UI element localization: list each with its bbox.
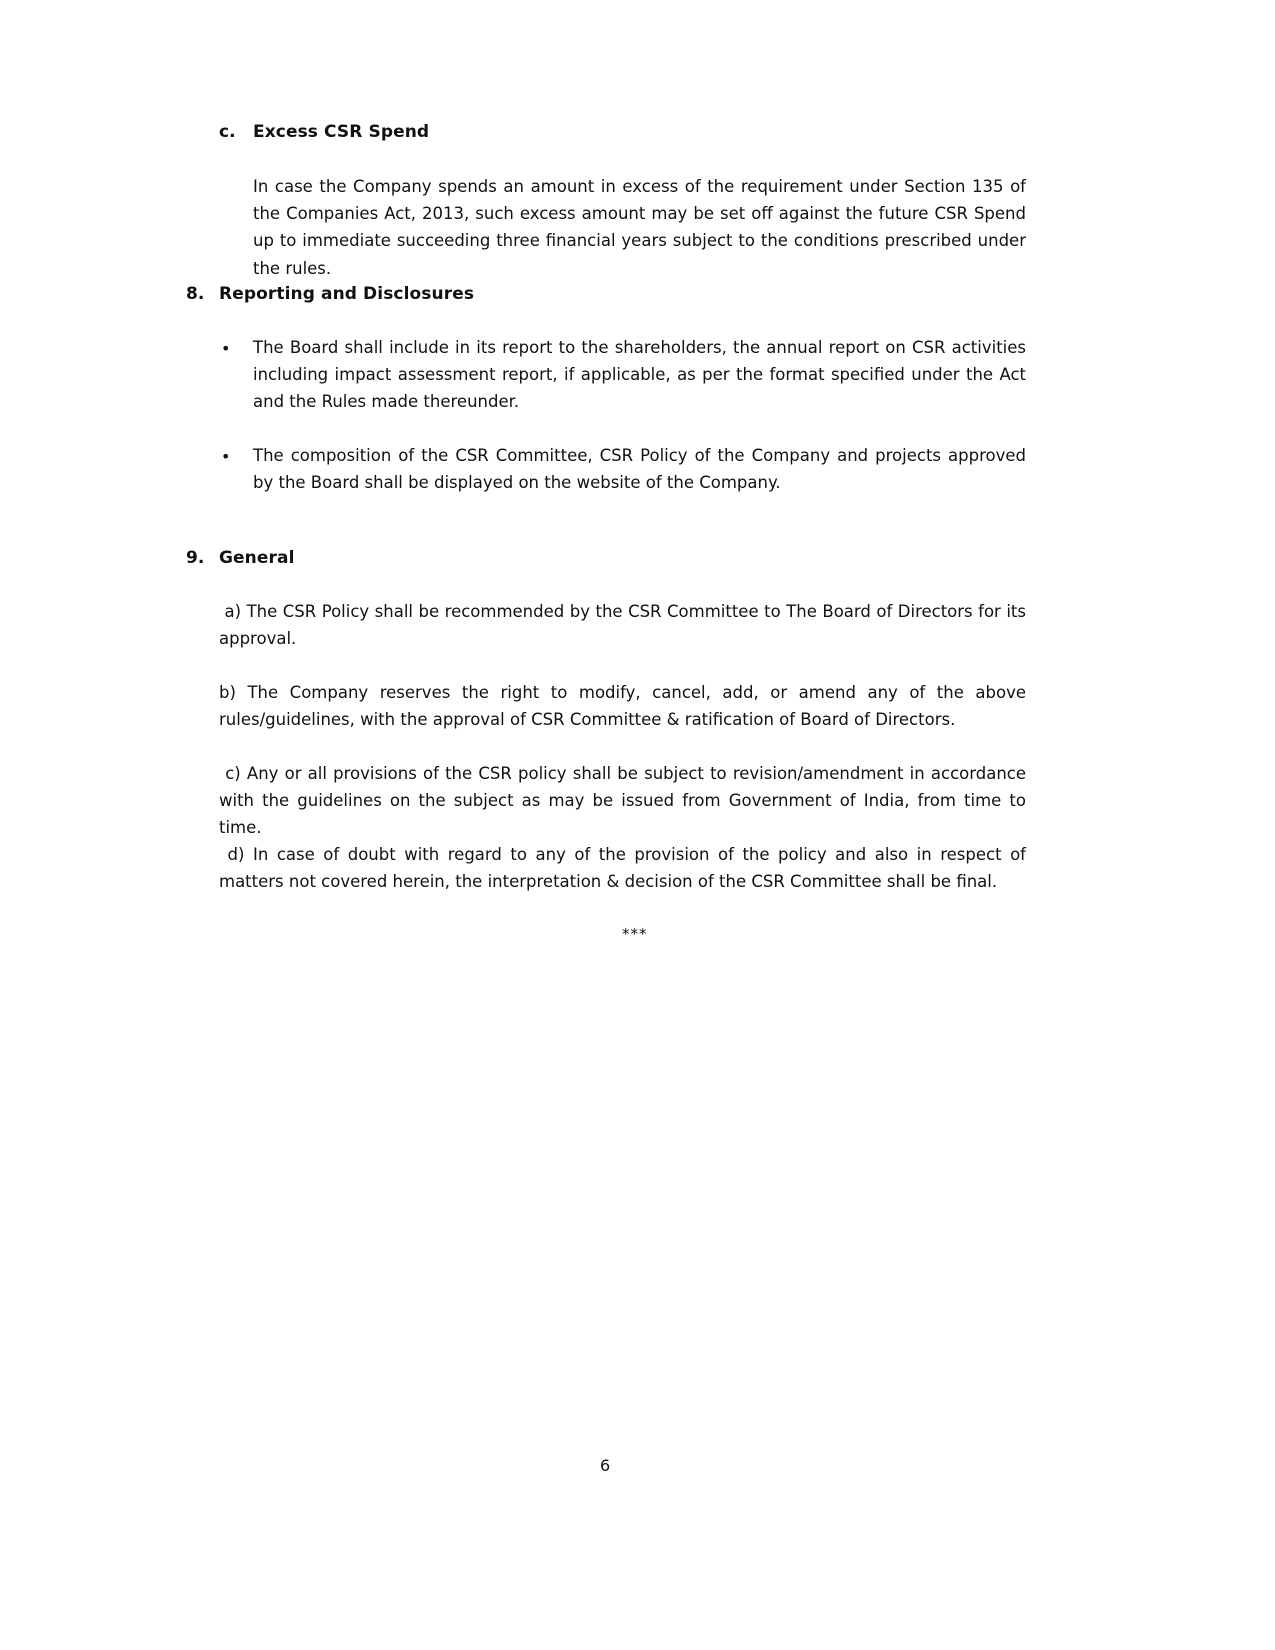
bullet-icon: • — [221, 339, 231, 358]
general-item-d: d) In case of doubt with regard to any of the provision of the policy and also in respect of matters not covered herein, the interpretation & decision of the CSR Committee shall be final. — [219, 845, 1032, 892]
reporting-bullet-2: The composition of the CSR Committee, CSR Policy of the Company and projects approved by the Board shall be displayed on the website of the Company. — [253, 446, 1026, 493]
general-item-b: b) The Company reserves the right to modify, cancel, add, or amend any of the above rules/guidelines, with the approval of CSR Committee & ratification of Board of Directors. — [219, 683, 1032, 730]
subsection-title: Excess CSR Spend — [253, 122, 430, 142]
section-title: Reporting and Disclosures — [219, 284, 475, 304]
page-number: 6 — [600, 1456, 611, 1475]
reporting-bullet-1: The Board shall include in its report to the shareholders, the annual report on CSR activities including impact assessment report, if applicable, as per the format specified under the Act and the Rules made thereunder. — [253, 338, 1026, 412]
section-number: 9. — [186, 548, 205, 568]
bullet-icon: • — [221, 447, 231, 466]
section-number: 8. — [186, 284, 205, 304]
section-title: General — [219, 548, 295, 568]
end-marker: *** — [622, 925, 648, 943]
general-item-c: c) Any or all provisions of the CSR policy shall be subject to revision/amendment in accordance with the guidelines on the subject as may be issued from Government of India, from time to time. — [219, 764, 1032, 838]
subsection-label: c. — [219, 122, 236, 142]
excess-spend-paragraph: In case the Company spends an amount in excess of the requirement under Section 135 of the Companies Act, 2013, such excess amount may be set off against the future CSR Spend up to immediate succeeding three financial years subject to the conditions prescribed under the rules. — [253, 177, 1026, 278]
general-item-a: a) The CSR Policy shall be recommended by the CSR Committee to The Board of Directors for its approval. — [219, 602, 1032, 649]
